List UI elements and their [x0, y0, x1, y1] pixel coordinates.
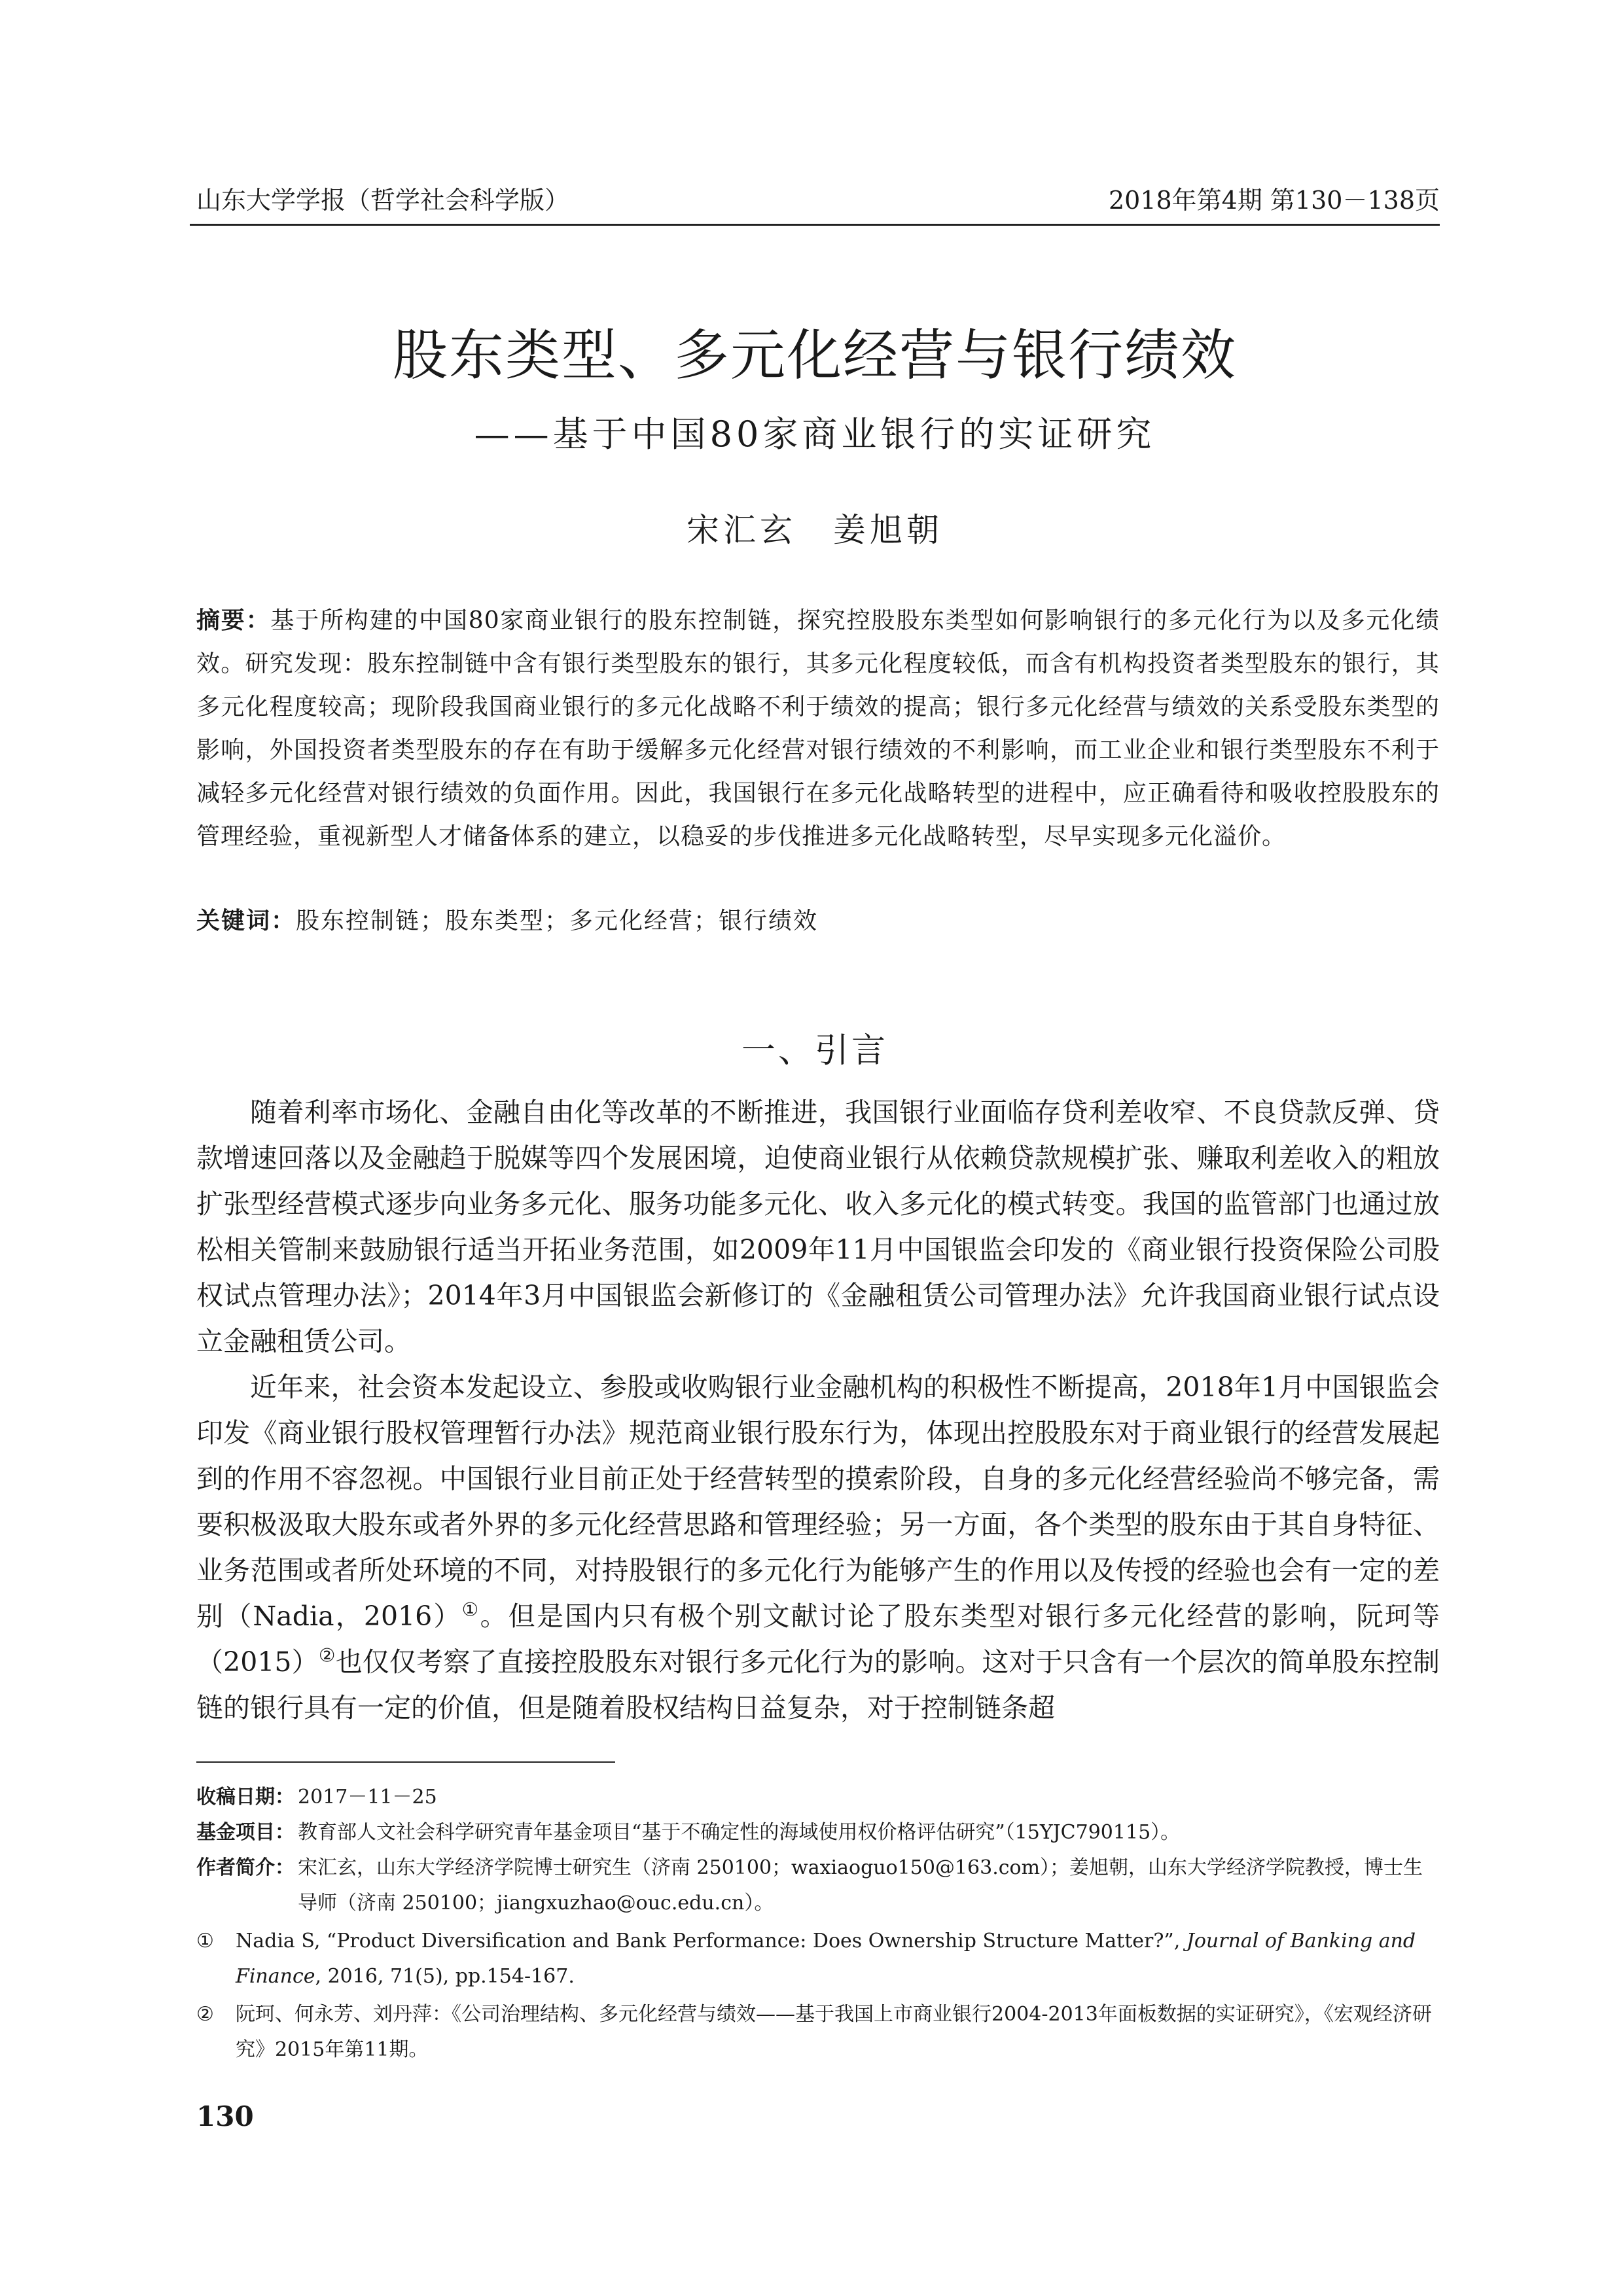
running-header [196, 181, 1440, 220]
note-text: 2017－11－25 [298, 1786, 437, 1809]
footnote-marker: ① [196, 1930, 214, 1952]
fund-note [196, 1815, 1440, 1850]
footnote-ref[interactable]: ① [461, 1598, 480, 1621]
journal-name: 山东大学学报（哲学社会科学版） [196, 186, 570, 215]
abstract-label: 摘要： [196, 607, 271, 634]
body-text [196, 1089, 1440, 1731]
footnote-rule [196, 1761, 615, 1763]
note-label: 基金项目： [196, 1821, 294, 1844]
header-rule [190, 224, 1440, 226]
footnote-journal: Journal of Banking and Finance [236, 1930, 1416, 1988]
body-text-run: 也仅仅考察了直接控股股东对银行多元化行为的影响。这对于只含有一个层次的简单股东控制链的银行具有一定的价值，但是随着股权结构日益复杂，对于控制链条超 [196, 1646, 1440, 1723]
note-label: 作者简介： [196, 1856, 294, 1879]
footnote-text: 阮珂、何永芳、刘丹萍：《公司治理结构、多元化经营与绩效——基于我国上市商业银行2004-2013年面板数据的实证研究》，《宏观经济研究》2015年第11期。 [236, 2003, 1432, 2061]
footnote-ref[interactable]: ② [318, 1644, 336, 1667]
body-paragraph: 随着利率市场化、金融自由化等改革的不断推进，我国银行业面临存贷利差收窄、不良贷款反弹、贷款增速回落以及金融趋于脱媒等四个发展困境，迫使商业银行从依赖贷款规模扩张、赚取利差收入的粗放扩张型经营模式逐步向业务多元化、服务功能多元化、收入多元化的模式转变。我国的监管部门也通过放松相关管制来鼓励银行适当开拓业务范围，如2009年11月中国银监会印发的《商业银行投资保险公司股权试点管理办法》；2014年3月中国银监会新修订的《金融租赁公司管理办法》允许我国商业银行试点设立金融租赁公司。 [196, 1097, 1440, 1357]
section-heading: 一、引言 [741, 1031, 888, 1070]
page-number: 130 [196, 2100, 254, 2132]
body-paragraph [196, 1364, 1440, 1731]
footnote-marker: ② [196, 2003, 214, 2026]
keywords [196, 900, 1440, 943]
footnote-text: , 2016, 71(5), pp.154-167. [315, 1965, 575, 1988]
keywords-text: 股东控制链；股东类型；多元化经营；银行绩效 [296, 908, 819, 934]
body-text-run: 近年来，社会资本发起设立、参股或收购银行业金融机构的积极性不断提高，2018年1月中国银监会印发《商业银行股权管理暂行办法》规范商业银行股东行为，体现出控股股东对于商业银行的经营发展起到的作用不容忽视。中国银行业目前正处于经营转型的摸索阶段，自身的多元化经营经验尚不够完备，需要积极汲取大股东或者外界的多元化经营思路和管理经验；另一方面，各个类型的股东由于其自身特征、业务范围或者所处环境的不同，对持股银行的多元化行为能够产生的作用以及传授的经验也会有一定的差别（Nadia，2016） [196, 1371, 1440, 1632]
author-bio-note [196, 1850, 1440, 1921]
abstract-text: 基于所构建的中国80家商业银行的股东控制链，探究控股股东类型如何影响银行的多元化行为以及多元化绩效。研究发现：股东控制链中含有银行类型股东的银行，其多元化程度较低，而含有机构投资者类型股东的银行，其多元化程度较高；现阶段我国商业银行的多元化战略不利于绩效的提高；银行多元化经营与绩效的关系受股东类型的影响，外国投资者类型股东的存在有助于缓解多元化经营对银行绩效的不利影响，而工业企业和银行类型股东不利于减轻多元化经营对银行绩效的负面作用。因此，我国银行在多元化战略转型的进程中，应正确看待和吸收控股股东的管理经验，重视新型人才储备体系的建立，以稳妥的步伐推进多元化战略转型，尽早实现多元化溢价。 [196, 607, 1440, 850]
author-line: 宋汇玄 姜旭朝 [687, 511, 943, 549]
footnote-text: Nadia S, “Product Diversification and Bank Performance: Does Ownership Structure Matter?”, [236, 1930, 1181, 1952]
footnotes [196, 1780, 1440, 2068]
received-date-note [196, 1780, 1440, 1815]
keywords-label: 关键词： [196, 908, 296, 934]
footnote-1 [196, 1924, 1440, 1994]
abstract [196, 599, 1440, 858]
body-text-run: 。但是国内只有极个别文献讨论了股东类型对银行多元化经营的影响，阮珂等（2015） [196, 1600, 1440, 1678]
note-text: 教育部人文社会科学研究青年基金项目“基于不确定性的海域使用权价格评估研究”（15YJC790115）。 [298, 1821, 1181, 1844]
article-subtitle: ——基于中国80家商业银行的实证研究 [474, 414, 1156, 455]
note-text: 宋汇玄，山东大学经济学院博士研究生（济南 250100；waxiaoguo150@163.com）；姜旭朝，山东大学经济学院教授，博士生导师（济南 250100；jiangxuzhao@ouc.edu.cn）。 [298, 1856, 1423, 1915]
note-label: 收稿日期： [196, 1786, 294, 1809]
issue-info: 2018年第4期 第130－138页 [1108, 186, 1440, 215]
footnote-2 [196, 1997, 1440, 2068]
article-title: 股东类型、多元化经营与银行绩效 [392, 323, 1237, 387]
